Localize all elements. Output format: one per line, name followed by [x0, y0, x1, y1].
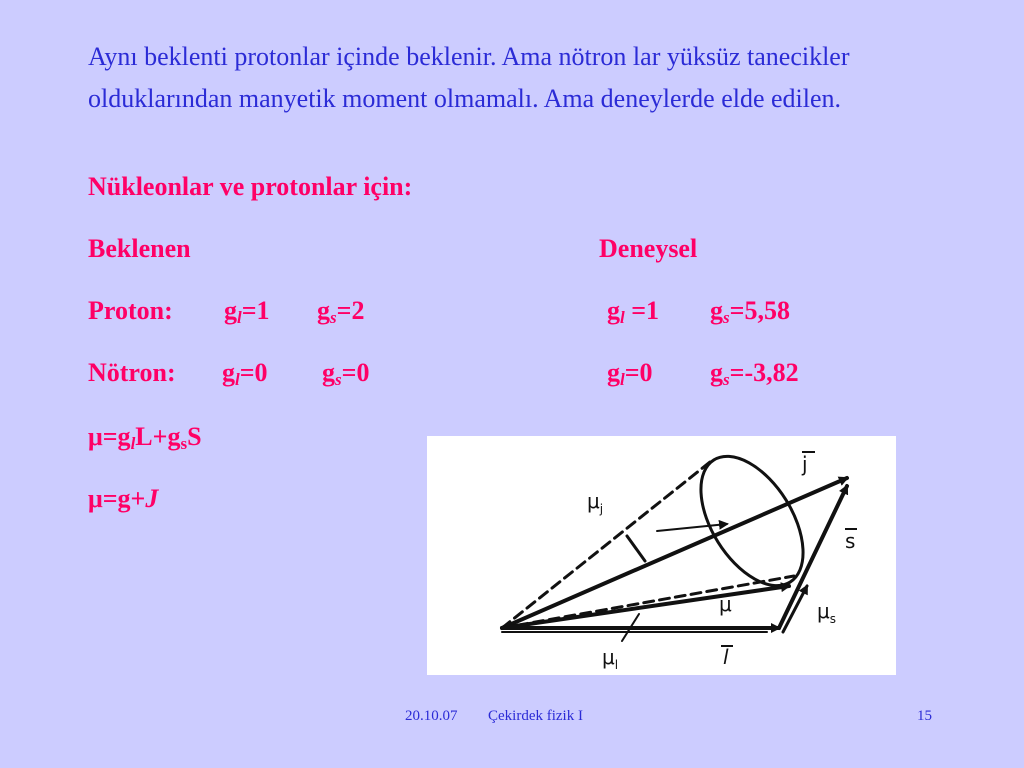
- footer-page-number: 15: [917, 708, 932, 724]
- proton-expected-gs: $g_s=2$: [317, 296, 365, 327]
- formula-mu-gj: μ=g+J: [88, 484, 159, 513]
- proton-expected-gl: $g_l=1$: [224, 296, 270, 327]
- proton-observed-gl: $g_l =1$: [607, 296, 660, 327]
- neutron-observed-gl: $g_l=0$: [607, 358, 653, 389]
- vector-diagram-svg: [427, 436, 896, 675]
- proton-label: Proton:: [88, 296, 173, 325]
- section-heading: Nükleonlar ve protonlar için:: [88, 172, 413, 201]
- label-l: l: [723, 645, 729, 669]
- label-mu-j: $\mu_j$: [587, 489, 604, 516]
- label-j: j: [802, 452, 808, 476]
- label-s: s: [845, 529, 856, 553]
- vector-diagram: [427, 436, 896, 675]
- label-mu-l: $\mu_l$: [602, 645, 619, 672]
- experimental-column-header: Deneysel: [599, 234, 698, 263]
- neutron-observed-gs: $g_s=-3,82$: [710, 358, 799, 389]
- formula-mu-gl-gs: $\mu=g_lL+g_sS$: [88, 422, 202, 453]
- footer-title: Çekirdek fizik I: [488, 708, 583, 724]
- expected-column-header: Beklenen: [88, 234, 191, 263]
- perpendicular-line: [627, 536, 645, 561]
- proton-observed-gs: $g_s=5,58$: [710, 296, 790, 327]
- label-mu-s: $\mu_s$: [817, 599, 836, 626]
- intro-text: Aynı beklenti protonlar içinde beklenir. Ama nötron lar yüksüz tanecikler olduklarından manyetik moment olmamalı. Ama deneylerde elde edilen.: [88, 42, 850, 113]
- neutron-label: Nötron:: [88, 358, 176, 387]
- neutron-expected-gl: $g_l=0$: [222, 358, 268, 389]
- inner-arrow: [657, 524, 727, 531]
- label-mu: μ: [719, 592, 732, 616]
- footer-date: 20.10.07: [405, 708, 458, 724]
- neutron-expected-gs: $g_s=0$: [322, 358, 370, 389]
